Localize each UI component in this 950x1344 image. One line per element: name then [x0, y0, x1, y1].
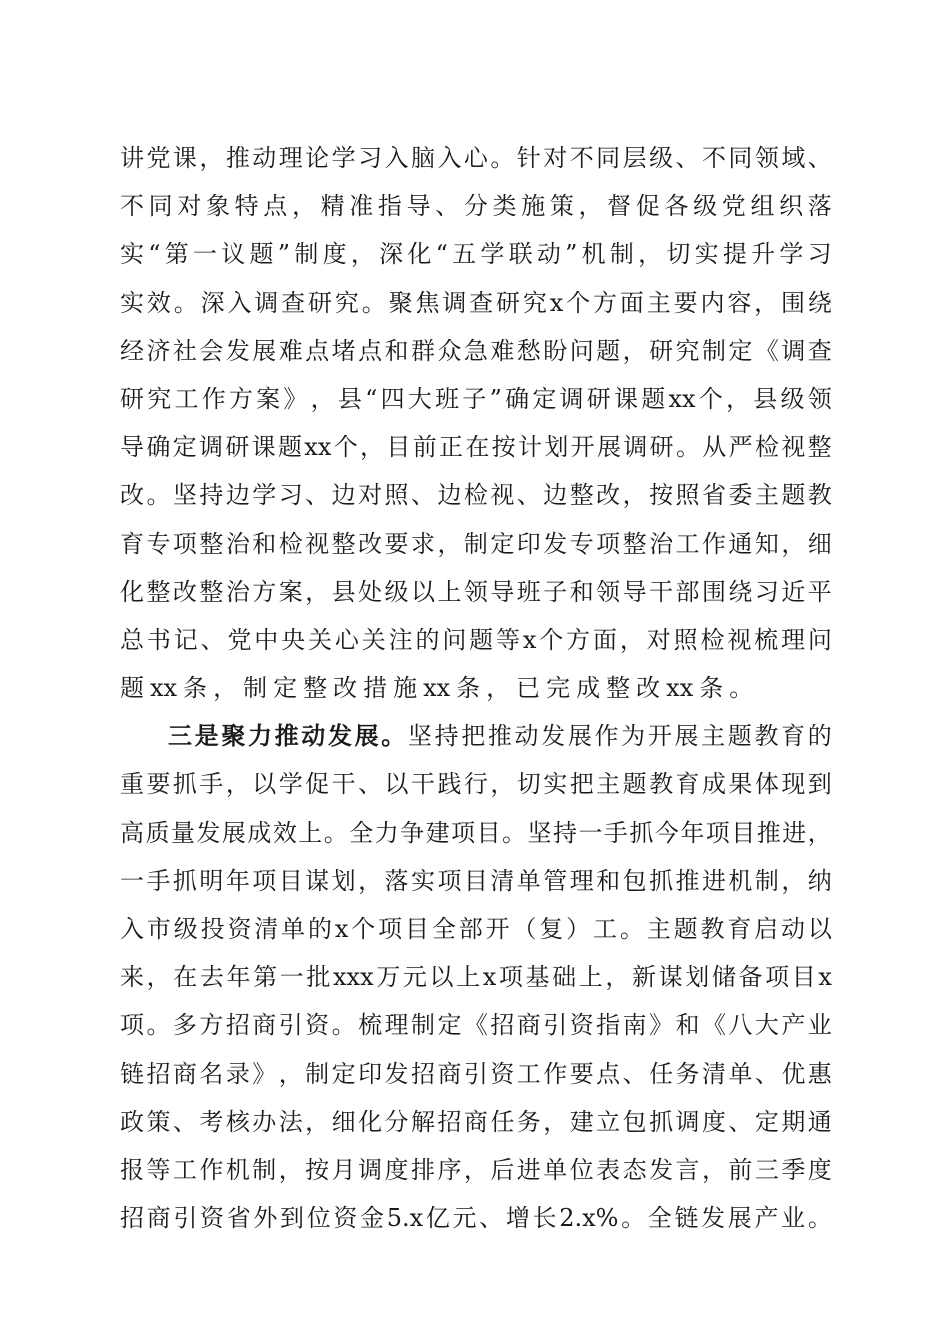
text-line: 三 是 聚 力 推 动 发 展 。 坚 持 把 推 动 发 展 作 为 开 展 主 题 教 育 的 [120, 712, 832, 760]
text-line: 一 手 抓 明 年 项 目 谋 划 ， 落 实 项 目 清 单 管 理 和 包 抓 推 进 机 制 ， 纳 [120, 857, 832, 905]
text-line: 改 。 坚 持 边 学 习 、 边 对 照 、 边 检 视 、 边 整 改 ， 按 照 省 委 主 题 教 [120, 471, 832, 519]
text-line: 入 市 级 投 资 清 单 的 x 个 项 目 全 部 开 （ 复 ） 工 。 主 题 教 育 启 动 以 [120, 905, 832, 953]
text-line: 来 ， 在 去 年 第 一 批 xxx 万 元 以 上 x 项 基 础 上 ， 新 谋 划 储 备 项 目 x [120, 953, 832, 1001]
text-line: 育 专 项 整 治 和 检 视 整 改 要 求 ， 制 定 印 发 专 项 整 治 工 作 通 知 ， 细 [120, 520, 832, 568]
text-line: 化 整 改 整 治 方 案 ， 县 处 级 以 上 领 导 班 子 和 领 导 干 部 围 绕 习 近 平 [120, 568, 832, 616]
text-line: 讲 党 课 ， 推 动 理 论 学 习 入 脑 入 心 。 针 对 不 同 层 级 、 不 同 领 域 、 [120, 134, 832, 182]
text-line: 总 书 记 、 党 中 央 关 心 关 注 的 问 题 等 x 个 方 面 ， 对 照 检 视 梳 理 问 [120, 616, 832, 664]
text-line: 研 究 工 作 方 案 》 ， 县 “ 四 大 班 子 ” 确 定 调 研 课 题 xx 个 ， 县 级 领 [120, 375, 832, 423]
text-line: 报 等 工 作 机 制 ， 按 月 调 度 排 序 ， 后 进 单 位 表 态 发 言 ， 前 三 季 度 [120, 1146, 832, 1194]
body-text [120, 134, 832, 1242]
text-line: 实 效 。 深 入 调 查 研 究 。 聚 焦 调 查 研 究 x 个 方 面 主 要 内 容 ， 围 绕 [120, 279, 832, 327]
text-line: 政 策 、 考 核 办 法 ， 细 化 分 解 招 商 任 务 ， 建 立 包 抓 调 度 、 定 期 通 [120, 1098, 832, 1146]
text-line: 链 招 商 名 录 》 ， 制 定 印 发 招 商 引 资 工 作 要 点 、 任 务 清 单 、 优 惠 [120, 1050, 832, 1098]
text-line: 高 质 量 发 展 成 效 上 。 全 力 争 建 项 目 。 坚 持 一 手 抓 今 年 项 目 推 进 ， [120, 809, 832, 857]
text-line: 招 商 引 资 省 外 到 位 资 金 5.x 亿 元 、 增 长 2.x% 。 全 链 发 展 产 业 。 [120, 1194, 832, 1242]
text-line: 题 xx 条 ， 制 定 整 改 措 施 xx 条 ， 已 完 成 整 改 xx 条 。 [120, 664, 832, 712]
text-line: 不 同 对 象 特 点 ， 精 准 指 导 、 分 类 施 策 ， 督 促 各 级 党 组 织 落 [120, 182, 832, 230]
text-line: 导 确 定 调 研 课 题 xx 个 ， 目 前 正 在 按 计 划 开 展 调 研 。 从 严 检 视 整 [120, 423, 832, 471]
text-line: 重 要 抓 手 ， 以 学 促 干 、 以 干 践 行 ， 切 实 把 主 题 教 育 成 果 体 现 到 [120, 760, 832, 808]
text-line: 实 “ 第 一 议 题 ” 制 度 ， 深 化 “ 五 学 联 动 ” 机 制 ， 切 实 提 升 学 习 [120, 230, 832, 278]
text-line: 经 济 社 会 发 展 难 点 堵 点 和 群 众 急 难 愁 盼 问 题 ， 研 究 制 定 《 调 查 [120, 327, 832, 375]
text-line: 项 。 多 方 招 商 引 资 。 梳 理 制 定 《 招 商 引 资 指 南 》 和 《 八 大 产 业 [120, 1001, 832, 1049]
